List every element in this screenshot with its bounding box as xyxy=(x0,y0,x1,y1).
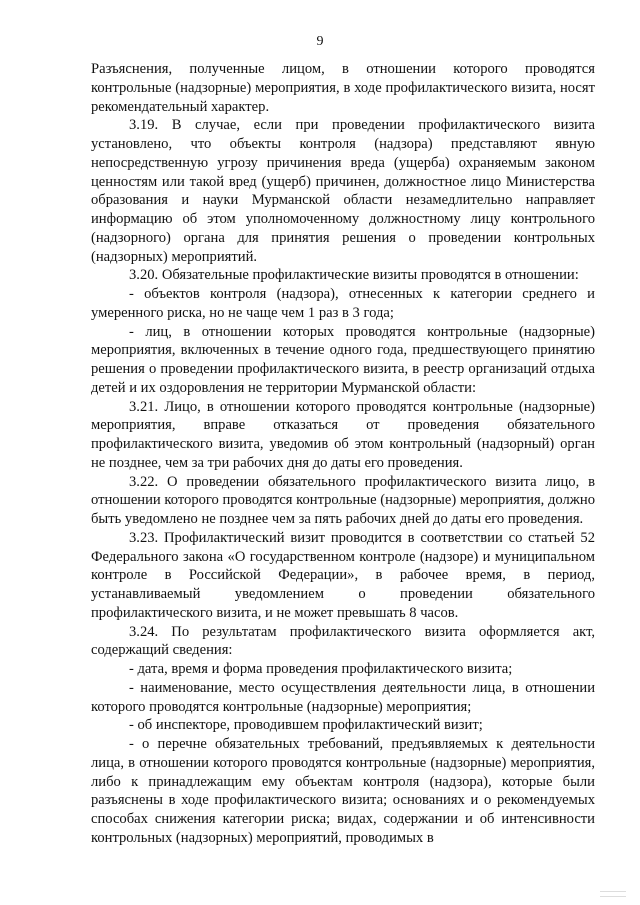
list-item-name-place: - наименование, место осуществления деятельности лица, в отношении которого проводятся контрольные (надзорные) мероприятия; xyxy=(91,679,595,715)
list-item-inspector: - об инспекторе, проводившем профилактический визит; xyxy=(129,717,483,734)
paragraph-3-19: 3.19. В случае, если при проведении профилактического визита установлено, что объекты контроля (надзора) представляют явную непосредственную угрозу причинения вреда (ущерба) охраняемым законом ценностям или такой вред (ущерб) причинен, должностное лицо Министерства образования и науки Мурманской области незамедлительно направляет информацию об этом уполномоченному должностному лицу контрольного (надзорного) органа для принятия решения о проведении контрольных (надзорных) мероприятий. xyxy=(91,117,595,265)
paragraph-3-20: 3.20. Обязательные профилактические визиты проводятся в отношении: xyxy=(129,267,579,284)
paragraph-3-22: 3.22. О проведении обязательного профилактического визита лицо, в отношении которого проводятся контрольные (надзорные) мероприятия, должно быть уведомлено не позднее чем за пять рабочих дней до даты его проведения. xyxy=(91,473,595,527)
list-item-requirements: - о перечне обязательных требований, предъявляемых к деятельности лица, в отношении которого проводятся контрольные (надзорные) мероприятия, либо к принадлежащим ему объектам контроля (надзора), которые были разъяснены в ходе профилактического визита; основаниях и о рекомендуемых способах снижения категории риска; видах, содержании и об интенсивности контрольных (надзорных) мероприятий, проводимых в xyxy=(91,736,595,846)
paragraph-3-21: 3.21. Лицо, в отношении которого проводятся контрольные (надзорные) мероприятия, вправе отказаться от проведения обязательного профилактического визита, уведомив об этом контрольный (надзорный) орган не позднее, чем за три рабочих дня до даты его проведения. xyxy=(91,398,595,471)
scan-corner-mark xyxy=(600,891,626,897)
paragraph-3-24: 3.24. По результатам профилактического визита оформляется акт, содержащий сведения: xyxy=(91,623,595,659)
paragraph-3-23: 3.23. Профилактический визит проводится в соответствии со статьей 52 Федерального закона «О государственном контроле (надзоре) и муниципальном контроле в Российской Федерации», в рабочее время, в период, устанавливаемый уведомлением о проведении обязательного профилактического визита, и не может превышать 8 часов. xyxy=(91,529,595,621)
list-item-registry: - лиц, в отношении которых проводятся контрольные (надзорные) мероприятия, включенных в течение одного года, предшествующего принятию решения о проведении профилактического визита, в реестр организаций отдыха детей и их оздоровления не территории Мурманской области: xyxy=(91,323,595,396)
page-number: 9 xyxy=(316,34,324,49)
list-item-date-time: - дата, время и форма проведения профилактического визита; xyxy=(129,661,513,677)
document-body xyxy=(91,60,595,848)
paragraph-clarifications: Разъяснения, полученные лицом, в отношении которого проводятся контрольные (надзорные) мероприятия, в ходе профилактического визита, носят рекомендательный характер. xyxy=(91,61,595,115)
list-item-risk-category: - объектов контроля (надзора), отнесенных к категории среднего и умеренного риска, но не чаще чем 1 раз в 3 года; xyxy=(91,286,595,321)
